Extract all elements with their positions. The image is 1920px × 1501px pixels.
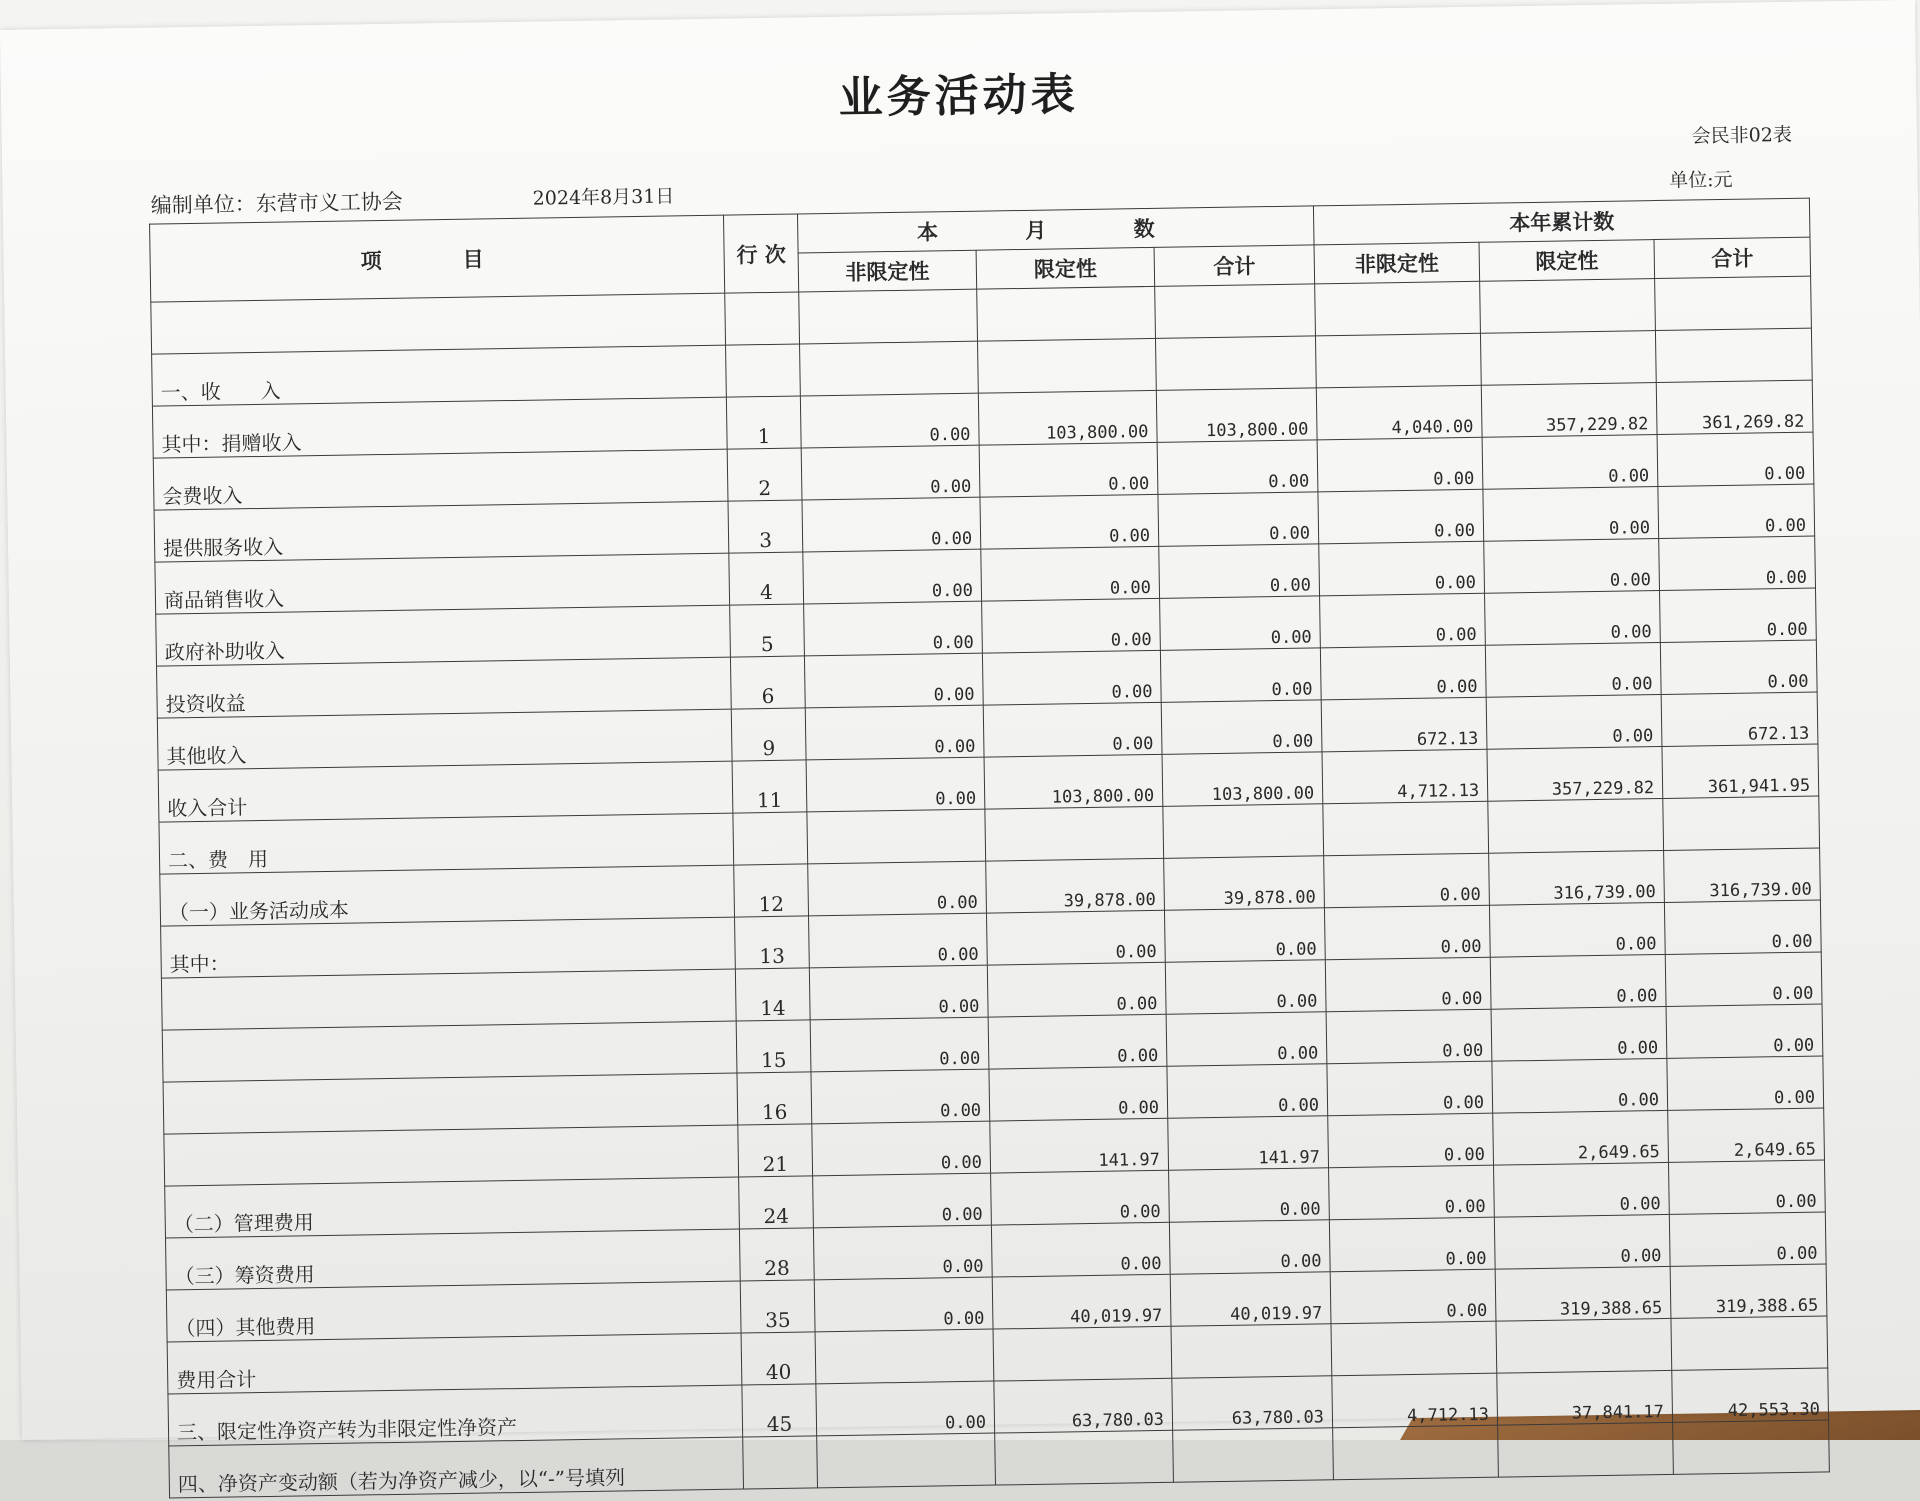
cell-month-unrestricted: 0.00 [814, 1277, 993, 1332]
cell-month-total: 40,019.97 [1170, 1272, 1331, 1327]
cell-month-restricted: 0.00 [982, 650, 1161, 705]
cell-ytd-unrestricted: 0.00 [1330, 1269, 1496, 1324]
row-label: 其他收入 [157, 709, 732, 770]
cell-ytd-restricted: 319,388.65 [1495, 1266, 1671, 1321]
row-label: 会费收入 [153, 449, 728, 510]
cell-month-restricted [985, 806, 1164, 861]
row-line-number: 4 [729, 552, 804, 605]
row-line-number: 5 [730, 604, 805, 657]
cell-ytd-unrestricted: 0.00 [1319, 541, 1485, 596]
column-header-month-total: 合计 [1154, 245, 1315, 287]
cell-ytd-total [1655, 328, 1812, 382]
cell-ytd-total: 316,739.00 [1664, 848, 1821, 902]
cell-month-restricted: 0.00 [981, 546, 1160, 601]
cell-month-total: 63,780.03 [1172, 1376, 1333, 1431]
row-line-number: 1 [726, 396, 801, 449]
cell-ytd-unrestricted: 0.00 [1327, 1061, 1493, 1116]
row-label: （四）其他费用 [166, 1281, 741, 1342]
cell-month-total: 0.00 [1165, 960, 1326, 1015]
cell-month-total: 0.00 [1161, 700, 1322, 755]
cell-ytd-unrestricted: 0.00 [1324, 853, 1490, 908]
cell-ytd-total [1663, 796, 1820, 850]
cell-ytd-restricted [1488, 798, 1664, 853]
column-group-current-month: 本 月 数 [797, 206, 1314, 253]
cell-month-restricted: 0.00 [991, 1170, 1170, 1225]
cell-ytd-restricted: 0.00 [1490, 954, 1666, 1009]
row-label: 一、收 入 [152, 345, 727, 406]
cell-month-restricted: 0.00 [988, 1014, 1167, 1069]
cell-ytd-total: 0.00 [1657, 432, 1814, 486]
row-line-number: 40 [741, 1332, 816, 1385]
row-line-number: 21 [738, 1124, 813, 1177]
cell-month-unrestricted: 0.00 [800, 393, 979, 448]
cell-ytd-restricted: 357,229.82 [1487, 746, 1663, 801]
cell-ytd-restricted: 0.00 [1494, 1162, 1670, 1217]
column-header-ytd-restricted: 限定性 [1479, 240, 1655, 282]
row-label: （二）管理费用 [165, 1177, 740, 1238]
cell-month-unrestricted [815, 1329, 994, 1384]
cell-ytd-restricted: 0.00 [1483, 487, 1659, 542]
cell-ytd-unrestricted: 4,712.13 [1322, 749, 1488, 804]
cell-month-total [1163, 804, 1324, 859]
cell-month-unrestricted: 0.00 [813, 1225, 992, 1280]
row-line-number: 12 [734, 864, 809, 917]
cell-ytd-restricted: 37,841.17 [1497, 1370, 1673, 1425]
cell-ytd-restricted: 0.00 [1494, 1214, 1670, 1269]
column-header-ytd-total: 合计 [1654, 237, 1811, 278]
cell-month-restricted: 40,019.97 [992, 1274, 1171, 1329]
cell-ytd-total: 2,649.65 [1668, 1108, 1825, 1162]
cell-ytd-restricted: 0.00 [1482, 435, 1658, 490]
cell-ytd-restricted: 0.00 [1492, 1058, 1668, 1113]
cell-ytd-total: 42,553.30 [1672, 1368, 1829, 1422]
activity-statement-table [149, 198, 1830, 1499]
cell-ytd-restricted: 0.00 [1484, 539, 1660, 594]
cell-ytd-restricted: 316,739.00 [1489, 850, 1665, 905]
column-header-ytd-unrestricted: 非限定性 [1314, 242, 1480, 284]
cell-ytd-total: 0.00 [1660, 588, 1817, 642]
cell-month-total: 103,800.00 [1162, 752, 1323, 807]
cell-month-unrestricted: 0.00 [803, 549, 982, 604]
row-label [161, 969, 736, 1030]
cell-month-total: 141.97 [1168, 1116, 1329, 1171]
currency-unit: 单位:元 [1668, 168, 1733, 192]
cell-month-unrestricted: 0.00 [809, 965, 988, 1020]
cell-month-unrestricted [800, 341, 979, 396]
cell-month-total: 0.00 [1164, 908, 1325, 963]
cell-month-unrestricted: 0.00 [812, 1121, 991, 1176]
column-group-year-to-date: 本年累计数 [1313, 198, 1810, 245]
cell-ytd-unrestricted [1333, 1425, 1499, 1480]
cell-ytd-unrestricted [1331, 1321, 1497, 1376]
cell-ytd-total: 0.00 [1659, 536, 1816, 590]
cell-ytd-unrestricted: 0.00 [1326, 1009, 1492, 1064]
cell-ytd-unrestricted: 0.00 [1318, 489, 1484, 544]
row-label: （一）业务活动成本 [160, 865, 735, 926]
row-label: 四、净资产变动额（若为净资产减少，以“-”号填列 [169, 1437, 744, 1498]
cell-ytd-unrestricted: 0.00 [1329, 1165, 1495, 1220]
row-line-number [733, 812, 808, 865]
cell-month-restricted: 63,780.03 [994, 1378, 1173, 1433]
cell-month-total: 0.00 [1158, 492, 1319, 547]
column-header-item: 项 目 [150, 215, 725, 302]
cell-ytd-restricted: 357,229.82 [1481, 383, 1657, 438]
row-line-number [726, 344, 801, 397]
row-line-number: 9 [731, 708, 806, 761]
cell-ytd-restricted: 0.00 [1485, 642, 1661, 697]
cell-month-unrestricted: 0.00 [805, 705, 984, 760]
row-line-number: 14 [735, 968, 810, 1021]
cell-month-unrestricted: 0.00 [816, 1381, 995, 1436]
cell-ytd-unrestricted: 0.00 [1329, 1217, 1495, 1272]
row-line-number: 28 [739, 1228, 814, 1281]
cell-month-restricted: 0.00 [982, 598, 1161, 653]
row-label [162, 1021, 737, 1082]
column-header-month-unrestricted: 非限定性 [798, 250, 977, 292]
row-line-number: 3 [728, 500, 803, 553]
row-line-number: 2 [727, 448, 802, 501]
cell-ytd-unrestricted: 4,040.00 [1316, 385, 1482, 440]
cell-month-total: 0.00 [1159, 544, 1320, 599]
cell-ytd-restricted: 0.00 [1489, 902, 1665, 957]
cell-month-unrestricted: 0.00 [801, 445, 980, 500]
cell-ytd-restricted: 0.00 [1485, 591, 1661, 646]
row-line-number: 16 [737, 1072, 812, 1125]
cell-month-restricted [993, 1326, 1172, 1381]
cell-ytd-unrestricted: 0.00 [1320, 645, 1486, 700]
page-title: 业务活动表 [838, 69, 1080, 124]
row-label [163, 1073, 738, 1134]
cell-month-unrestricted: 0.00 [806, 757, 985, 812]
cell-month-restricted: 141.97 [990, 1118, 1169, 1173]
cell-ytd-unrestricted: 4,712.13 [1332, 1373, 1498, 1428]
cell-ytd-restricted: 2,649.65 [1493, 1110, 1669, 1165]
cell-ytd-total: 0.00 [1666, 1004, 1823, 1058]
cell-ytd-total: 0.00 [1665, 952, 1822, 1006]
cell-month-restricted: 103,800.00 [984, 754, 1163, 809]
column-header-month-restricted: 限定性 [976, 247, 1155, 289]
cell-ytd-unrestricted: 0.00 [1320, 593, 1486, 648]
cell-month-unrestricted [817, 1433, 996, 1488]
cell-ytd-total: 319,388.65 [1670, 1264, 1827, 1318]
cell-ytd-unrestricted: 0.00 [1328, 1113, 1494, 1168]
cell-ytd-total: 0.00 [1660, 640, 1817, 694]
row-label: 收入合计 [158, 761, 733, 822]
cell-month-total: 0.00 [1169, 1168, 1330, 1223]
cell-ytd-total: 361,269.82 [1656, 380, 1813, 434]
cell-month-total: 0.00 [1160, 596, 1321, 651]
cell-ytd-restricted [1480, 331, 1656, 386]
cell-ytd-total: 0.00 [1667, 1056, 1824, 1110]
row-label: 商品销售收入 [155, 553, 730, 614]
cell-month-unrestricted: 0.00 [810, 1017, 989, 1072]
cell-month-total [1173, 1428, 1334, 1483]
cell-month-restricted [978, 338, 1157, 393]
row-label: 投资收益 [157, 657, 732, 718]
cell-month-unrestricted: 0.00 [809, 913, 988, 968]
cell-ytd-total [1671, 1316, 1828, 1370]
cell-ytd-total: 361,941.95 [1662, 744, 1819, 798]
cell-ytd-unrestricted: 0.00 [1325, 957, 1491, 1012]
cell-month-restricted: 0.00 [989, 1066, 1168, 1121]
cell-month-unrestricted: 0.00 [813, 1173, 992, 1228]
cell-month-unrestricted: 0.00 [808, 861, 987, 916]
column-header-line-no: 行 次 [723, 214, 798, 293]
cell-month-unrestricted: 0.00 [811, 1069, 990, 1124]
cell-ytd-total: 0.00 [1658, 484, 1815, 538]
cell-month-total: 0.00 [1157, 440, 1318, 495]
row-line-number: 45 [742, 1384, 817, 1437]
cell-month-restricted: 0.00 [986, 910, 1165, 965]
cell-month-unrestricted [807, 809, 986, 864]
cell-ytd-total: 0.00 [1669, 1160, 1826, 1214]
cell-month-total: 0.00 [1160, 648, 1321, 703]
cell-month-unrestricted: 0.00 [804, 601, 983, 656]
cell-ytd-restricted: 0.00 [1486, 694, 1662, 749]
cell-month-restricted: 0.00 [979, 442, 1158, 497]
row-line-number: 13 [735, 916, 810, 969]
row-line-number: 15 [736, 1020, 811, 1073]
row-label [164, 1125, 739, 1186]
cell-ytd-unrestricted: 672.13 [1321, 697, 1487, 752]
cell-month-restricted: 39,878.00 [986, 858, 1165, 913]
cell-ytd-restricted [1496, 1318, 1672, 1373]
row-label: （三）筹资费用 [165, 1229, 740, 1290]
row-line-number [743, 1436, 818, 1489]
cell-ytd-unrestricted [1323, 801, 1489, 856]
cell-month-restricted: 0.00 [983, 702, 1162, 757]
row-label: 其中：捐赠收入 [152, 397, 727, 458]
cell-month-unrestricted: 0.00 [802, 497, 981, 552]
cell-ytd-total: 0.00 [1664, 900, 1821, 954]
cell-month-total: 0.00 [1169, 1220, 1330, 1275]
cell-month-total: 0.00 [1167, 1064, 1328, 1119]
cell-ytd-total [1673, 1420, 1830, 1474]
cell-month-total [1171, 1324, 1332, 1379]
cell-month-restricted: 0.00 [980, 494, 1159, 549]
cell-ytd-restricted [1498, 1422, 1674, 1477]
cell-month-total [1155, 336, 1316, 391]
row-line-number: 11 [732, 760, 807, 813]
cell-month-restricted: 103,800.00 [978, 390, 1157, 445]
form-code: 会民非02表 [1691, 123, 1793, 148]
row-label: 提供服务收入 [154, 501, 729, 562]
cell-month-total: 39,878.00 [1164, 856, 1325, 911]
organization-label: 编制单位：东营市义工协会 [150, 189, 403, 218]
cell-ytd-total: 672.13 [1661, 692, 1818, 746]
row-label: 其中： [161, 917, 736, 978]
cell-ytd-unrestricted: 0.00 [1317, 437, 1483, 492]
row-label: 二、费 用 [159, 813, 734, 874]
cell-month-total: 103,800.00 [1156, 388, 1317, 443]
report-date: 2024年8月31日 [532, 185, 675, 210]
row-label: 三、限定性净资产转为非限定性净资产 [168, 1385, 743, 1446]
row-line-number: 6 [730, 656, 805, 709]
row-line-number: 24 [739, 1176, 814, 1229]
cell-ytd-total: 0.00 [1669, 1212, 1826, 1266]
cell-ytd-restricted: 0.00 [1491, 1006, 1667, 1061]
cell-month-restricted [995, 1430, 1174, 1485]
cell-month-unrestricted: 0.00 [804, 653, 983, 708]
cell-month-restricted: 0.00 [991, 1222, 1170, 1277]
row-line-number: 35 [740, 1280, 815, 1333]
cell-ytd-unrestricted [1315, 333, 1481, 388]
cell-ytd-unrestricted: 0.00 [1324, 905, 1490, 960]
row-label: 费用合计 [167, 1333, 742, 1394]
cell-month-total: 0.00 [1166, 1012, 1327, 1067]
cell-month-restricted: 0.00 [987, 962, 1166, 1017]
row-label: 政府补助收入 [156, 605, 731, 666]
